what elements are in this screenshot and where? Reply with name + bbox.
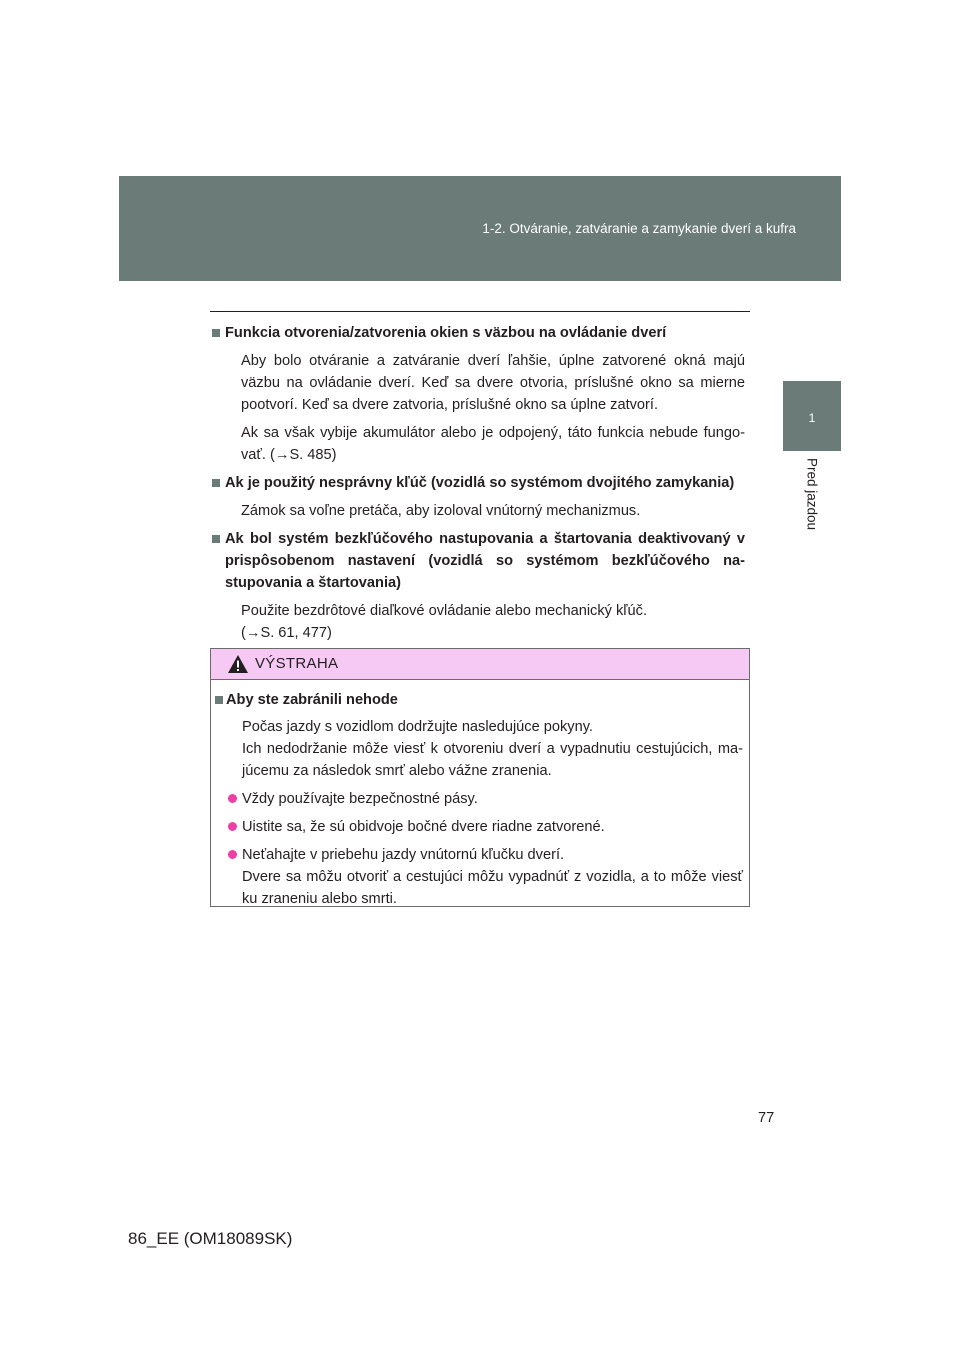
main-content bbox=[210, 322, 745, 644]
section-heading-text: Funkcia otvorenia/zatvorenia okien s väzbou na ovládanie dverí bbox=[225, 325, 667, 341]
square-bullet-icon bbox=[215, 696, 223, 704]
warning-triangle-icon bbox=[227, 654, 249, 674]
warning-list-item bbox=[211, 816, 743, 838]
page-number: 77 bbox=[758, 1110, 775, 1126]
section-divider bbox=[210, 311, 750, 312]
chapter-header-band bbox=[119, 176, 841, 281]
circle-bullet-icon bbox=[228, 794, 237, 803]
warning-item-line: Uistite sa, že sú obidvoje bočné dvere riadne zatvorené. bbox=[242, 819, 605, 835]
circle-bullet-icon bbox=[228, 822, 237, 831]
warning-intro-line: Počas jazdy s vozidlom dodržujte nasledujúce pokyny. bbox=[242, 719, 593, 735]
warning-header bbox=[211, 649, 749, 680]
warning-item-line: Neťahajte v priebehu jazdy vnútornú kľučku dverí. bbox=[242, 847, 565, 863]
chapter-side-tab bbox=[783, 381, 841, 451]
square-bullet-icon bbox=[212, 329, 220, 337]
chapter-side-label: Pred jazdou bbox=[804, 458, 820, 531]
section-heading bbox=[210, 528, 745, 594]
section-paragraph: Aby bolo otváranie a zatváranie dverí ľahšie, úplne zatvorené okná majú väzbu na ovládanie dverí. Keď sa dvere otvoria, príslušné okno sa mierne pootvorí. Keď sa dvere zatvoria, príslušné okno sa úplne zatvorí. bbox=[241, 353, 745, 413]
square-bullet-icon bbox=[212, 535, 220, 543]
section-heading-text: Ak bol systém bezkľúčového nastupovania a štartovania deaktivovaný v prispôsobenom nastavení (vozidlá so systémom bezkľúčového na-stupovania a štartovania) bbox=[225, 531, 745, 591]
chapter-tab-number: 1 bbox=[808, 411, 816, 425]
circle-bullet-icon bbox=[228, 850, 237, 859]
warning-title: VÝSTRAHA bbox=[255, 655, 339, 672]
warning-intro-line: Ich nedodržanie môže viesť k otvoreniu dverí a vypadnutiu cestujúcich, ma-júcemu za následok smrť alebo vážne zranenia. bbox=[242, 741, 743, 779]
chapter-title: 1-2. Otváranie, zatváranie a zamykanie dverí a kufra bbox=[482, 221, 796, 236]
warning-heading bbox=[211, 689, 743, 711]
document-code: 86_EE (OM18089SK) bbox=[128, 1229, 293, 1248]
section-heading bbox=[210, 322, 745, 344]
warning-intro bbox=[211, 716, 743, 782]
warning-list-item bbox=[211, 844, 743, 910]
square-bullet-icon bbox=[212, 479, 220, 487]
page-reference: (→S. 61, 477) bbox=[241, 625, 332, 641]
warning-item-line: Vždy používajte bezpečnostné pásy. bbox=[242, 791, 478, 807]
warning-body bbox=[211, 689, 743, 910]
warning-heading-text: Aby ste zabránili nehode bbox=[226, 692, 398, 708]
section-paragraph bbox=[210, 600, 745, 644]
paragraph-line: Použite bezdrôtové diaľkové ovládanie alebo mechanický kľúč. bbox=[241, 603, 648, 619]
section-heading-text: Ak je použitý nesprávny kľúč (vozidlá so systémom dvojitého zamykania) bbox=[225, 475, 735, 491]
warning-item-line: Dvere sa môžu otvoriť a cestujúci môžu vypadnúť z vozidla, a to môže viesť ku zraneniu alebo smrti. bbox=[242, 869, 743, 907]
warning-box bbox=[210, 648, 750, 907]
section-paragraph: Ak sa však vybije akumulátor alebo je odpojený, táto funkcia nebude fungo-vať. (→S. 485) bbox=[241, 425, 745, 463]
section-paragraph: Zámok sa voľne pretáča, aby izoloval vnútorný mechanizmus. bbox=[241, 503, 641, 519]
section-heading bbox=[210, 472, 745, 494]
warning-list-item bbox=[211, 788, 743, 810]
